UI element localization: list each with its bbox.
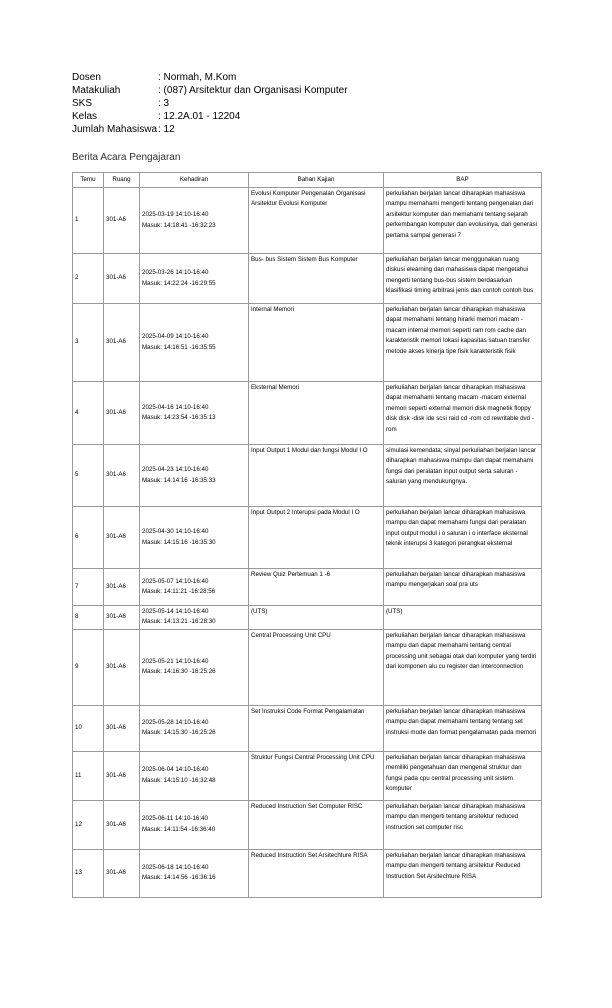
table-row [73, 254, 542, 304]
kehadiran-masuk: Masuk: 14:23:54 -16:35:13 [142, 414, 216, 421]
cell-bahan-kajian: Eksternal Memori [249, 382, 384, 445]
cell-bahan-kajian: (UTS) [249, 606, 384, 630]
cell-bap: perkuliahan berjalan lancar diharapkan mahasiswa mampu dan mengerti tentang arsitektur reduced instruction set computer risc [384, 800, 542, 849]
cell-bahan-kajian: Review Quiz Pertemuan 1 -6 [249, 569, 384, 606]
kehadiran-jadwal: 2025-04-30 14:10-16:40 [142, 528, 209, 536]
cell-ruang: 301-A6 [104, 800, 140, 849]
cell-temu: 6 [73, 507, 104, 569]
kehadiran-jadwal: 2025-05-21 14:10-16:40 [142, 657, 209, 665]
cell-bap: perkuliahan berjalan lancar diharapkan mahasiswa mampu dan mengerti tentang arsitektur Reduced Instruction Set Arsitechture RISA [384, 849, 542, 897]
table-row [73, 849, 542, 897]
kehadiran-masuk: Masuk: 14:15:16 -16:35:30 [142, 538, 216, 546]
cell-ruang: 301-A6 [104, 445, 140, 507]
table-row [73, 304, 542, 382]
cell-kehadiran [140, 606, 249, 630]
header-bap: BAP [384, 173, 542, 188]
cell-ruang: 301-A6 [104, 751, 140, 800]
cell-bahan-kajian: Input Output 2 Interupsi pada Modul I O [249, 507, 384, 569]
cell-temu: 9 [73, 629, 104, 705]
cell-bap: perkuliahan berjalan lancar diharapkan mahasiswa mampu dan dapat memahami fungsi dari peralatan input output modul i o saluran i o interface eksternal teknik interupsi 3 kategori perangkat eksternal [384, 507, 542, 569]
cell-ruang: 301-A6 [104, 304, 140, 382]
cell-ruang: 301-A6 [104, 254, 140, 304]
info-value: : (087) Arsitektur dan Organisasi Komputer [158, 85, 348, 96]
cell-bahan-kajian: Bus- bus Sistem Sistem Bus Komputer [249, 254, 384, 304]
kehadiran-masuk: Masuk: 14:16:51 -16:35:55 [142, 343, 216, 351]
cell-temu: 1 [73, 188, 104, 254]
kehadiran-jadwal: 2025-06-11 14:10-16:40 [142, 815, 208, 823]
table-row [73, 188, 542, 254]
cell-kehadiran [140, 849, 249, 897]
cell-temu: 10 [73, 705, 104, 751]
kehadiran-jadwal: 2025-06-04 14:10-16:40 [142, 766, 209, 774]
info-label: Jumlah Mahasiswa [72, 124, 158, 135]
table-row [73, 705, 542, 751]
info-row [72, 97, 348, 110]
cell-kehadiran [140, 569, 249, 606]
cell-bahan-kajian: Struktur Fungsi Central Processing Unit CPU [249, 751, 384, 800]
cell-ruang: 301-A6 [104, 606, 140, 630]
cell-temu: 11 [73, 751, 104, 800]
cell-bahan-kajian: Reduced Instruction Set Computer RISC [249, 800, 384, 849]
kehadiran-jadwal: 2025-04-09 14:10-16:40 [142, 333, 209, 341]
kehadiran-masuk: Masuk: 14:13:21 -16:28:30 [142, 618, 216, 626]
kehadiran-masuk: Masuk: 14:18:41 -16:32:23 [142, 221, 216, 229]
table-header-row [73, 173, 542, 188]
cell-bahan-kajian: Set Instruksi Code Format Pengalamatan [249, 705, 384, 751]
kehadiran-masuk: Masuk: 14:15:10 -16:32:48 [142, 776, 216, 784]
kehadiran-jadwal: 2025-05-07 14:10-16:40 [142, 577, 209, 585]
cell-temu: 2 [73, 254, 104, 304]
cell-bap: perkuliahan berjalan lancar diharapkan mahasiswa mampu memahami mengerti tentang pengenalan dari arsitektur komputer dan memahami tentang sejarah perkembangan komputer dan evolusinya, dari generasi pertama sampai generasi 7 [384, 188, 542, 254]
table-row [73, 382, 542, 445]
cell-bap: perkuliahan berjalan lancar menggunakan ruang diskusi elearning dan mahasiswa dapat mengetahui mengerti tentang bus-bus sistem berdasarkan klasifikasi timing arbitrasi jenis dan contoh contoh bus [384, 254, 542, 304]
info-row [72, 123, 348, 136]
table-row [73, 800, 542, 849]
info-row [72, 84, 348, 97]
cell-temu: 7 [73, 569, 104, 606]
cell-bap: perkuliahan berjalan lancar diharapkan mahasiswa mampu mengerjakan soal pra uts [384, 569, 542, 606]
cell-temu: 8 [73, 606, 104, 630]
kehadiran-jadwal: 2025-06-18 14:10-16:40 [142, 863, 209, 871]
cell-bap: perkuliahan berjalan lancar diharapkan mahasiswa memiliki pengetahuan dan mengenal struktur dan fungsi pada cpu central processing unit sistem komputer [384, 751, 542, 800]
cell-kehadiran [140, 254, 249, 304]
cell-ruang: 301-A6 [104, 382, 140, 445]
info-value: : 12 [158, 124, 175, 135]
cell-bap: perkuliahan berjalan lancar diharapkan mahasiswa dapat memahami tentang hirarki memori macam -macam internal memori seperti ram rom cache dan karakteristik memori lokasi kapasitas satuan transfer metode akses kinerja tipe fisik karakteristik fisik [384, 304, 542, 382]
table-row [73, 569, 542, 606]
cell-temu: 3 [73, 304, 104, 382]
section-title: Berita Acara Pengajaran [72, 152, 181, 163]
cell-kehadiran [140, 507, 249, 569]
kehadiran-masuk: Masuk: 14:15:30 -16:25:26 [142, 729, 216, 737]
cell-ruang: 301-A6 [104, 849, 140, 897]
header-ruang: Ruang [104, 173, 140, 188]
kehadiran-jadwal: 2025-04-23 14:10-16:40 [142, 466, 209, 474]
cell-temu: 4 [73, 382, 104, 445]
course-info [72, 71, 348, 136]
kehadiran-jadwal: 2025-04-16 14:10-16:40 [142, 403, 209, 411]
cell-temu: 13 [73, 849, 104, 897]
cell-kehadiran [140, 751, 249, 800]
cell-temu: 5 [73, 445, 104, 507]
cell-bahan-kajian: Input Output 1 Modul dan fungsi Modul I O [249, 445, 384, 507]
table-row [73, 507, 542, 569]
cell-kehadiran [140, 800, 249, 849]
cell-ruang: 301-A6 [104, 629, 140, 705]
cell-kehadiran [140, 629, 249, 705]
cell-bap: simulasi kemendata; sinyal perkuliahan berjalan lancar diharapkan mahasiswa mampu dan dapat memahami fungsi dari peralatan input output serta saluran - saluran yang mendukungnya. [384, 445, 542, 507]
cell-kehadiran [140, 705, 249, 751]
kehadiran-jadwal: 2025-03-26 14:10-16:40 [142, 269, 209, 277]
info-value: : Normah, M.Kom [158, 72, 237, 83]
info-row [72, 71, 348, 84]
cell-ruang: 301-A6 [104, 188, 140, 254]
table-row [73, 629, 542, 705]
cell-bahan-kajian: Reduced Instruction Set Arsitechture RISA [249, 849, 384, 897]
table-row [73, 445, 542, 507]
cell-temu: 12 [73, 800, 104, 849]
cell-bahan-kajian: Evolusi Komputer Pengenalan Organisasi Arsitektur Evolusi Komputer [249, 188, 384, 254]
cell-kehadiran [140, 382, 249, 445]
info-value: : 12.2A.01 - 12204 [158, 111, 241, 122]
cell-ruang: 301-A6 [104, 705, 140, 751]
info-label: Dosen [72, 72, 101, 83]
header-temu: Temu [73, 173, 104, 188]
attendance-table [72, 172, 542, 898]
info-label: Kelas [72, 111, 98, 122]
table-row [73, 606, 542, 630]
kehadiran-jadwal: 2025-05-28 14:10-16:40 [142, 718, 209, 726]
table-row [73, 751, 542, 800]
cell-bap: perkuliahan berjalan lancar diharapkan mahasiswa mampu dan dapat memahami tentang central processing unit sebagai otak dari komputer yang terdiri dari komponen alu cu register dan interconnection [384, 629, 542, 705]
cell-kehadiran [140, 304, 249, 382]
cell-ruang: 301-A6 [104, 507, 140, 569]
info-value: : 3 [158, 98, 170, 109]
kehadiran-masuk: Masuk: 14:16:30 -16:25:26 [142, 668, 216, 676]
cell-bahan-kajian: Central Processing Unit CPU [249, 629, 384, 705]
header-bahan-kajian: Bahan Kajian [249, 173, 384, 188]
kehadiran-masuk: Masuk: 14:22:24 -16:29:55 [142, 279, 216, 287]
cell-bap: perkuliahan berjalan lancar diharapkan mahasiswa dapat memahami tentang macam -macam external memori seperti external memori disk magnetik floppy disk disk -disk ide scsi raid cd -rom cd rewritable dvd -rom [384, 382, 542, 445]
cell-bap: perkuliahan berjalan lancar diharapkan mahasiswa mampu dan dapat memahami tentang tentang set instruksi mode dan format pengalamatan pada memori [384, 705, 542, 751]
info-row [72, 110, 348, 123]
kehadiran-masuk: Masuk: 14:14:16 -16:35:33 [142, 476, 216, 484]
kehadiran-jadwal: 2025-05-14 14:10-16:40 [142, 608, 209, 615]
cell-bahan-kajian: Internal Memori [249, 304, 384, 382]
cell-kehadiran [140, 188, 249, 254]
info-label: SKS [72, 98, 93, 109]
cell-kehadiran [140, 445, 249, 507]
kehadiran-jadwal: 2025-03-19 14:10-16:40 [142, 211, 209, 219]
kehadiran-masuk: Masuk: 14:11:54 -16:36:40 [142, 825, 216, 833]
cell-bap: (UTS) [384, 606, 542, 630]
kehadiran-masuk: Masuk: 14:14:56 -16:36:16 [142, 874, 216, 882]
kehadiran-masuk: Masuk: 14:11:21 -16:28:56 [142, 588, 216, 595]
cell-ruang: 301-A6 [104, 569, 140, 606]
info-label: Matakuliah [72, 85, 121, 96]
header-kehadiran: Kehadiran [140, 173, 249, 188]
